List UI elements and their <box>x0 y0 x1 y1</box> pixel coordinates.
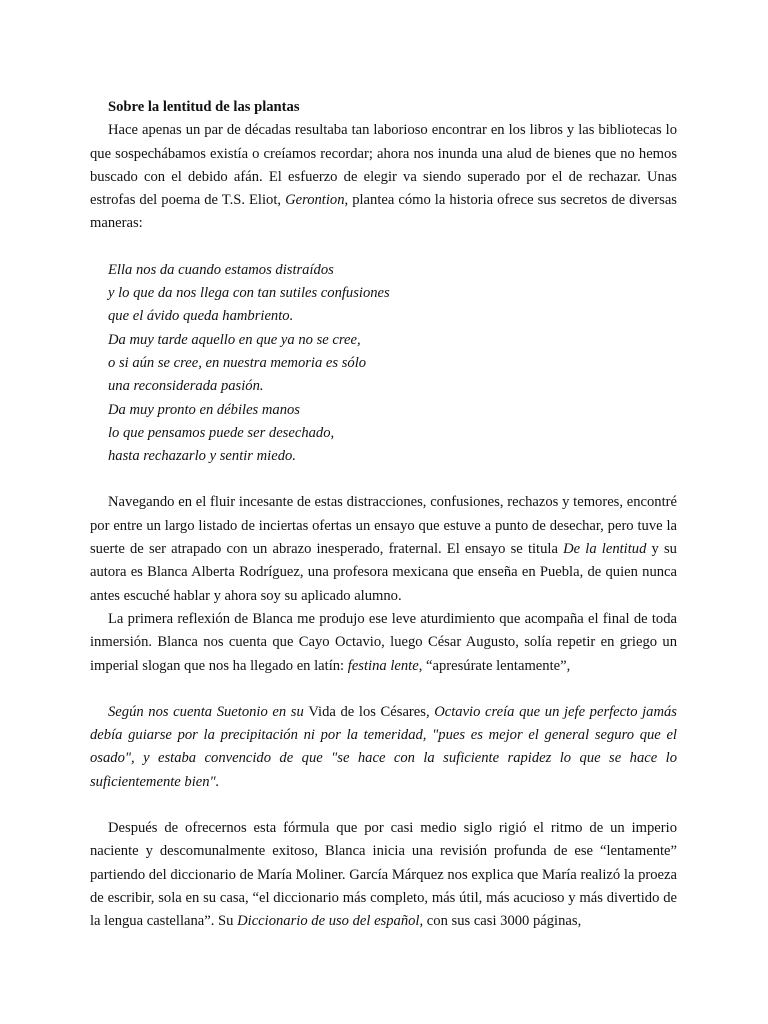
paragraph-1-end: , plantea cómo la historia ofrece sus secretos de diversas maneras: <box>90 192 677 232</box>
paragraph-4-text: Después de ofrecernos esta fórmula que por casi medio siglo rigió el ritmo de un imperio naciente y descomunalmente exitoso, Blanca inicia una revisión profunda de ese “lentamente” partiendo del diccionario de María Moliner. García Márquez nos explica que María realizó la proeza de escribir, sola en su casa, “el diccionario más completo, más útil, más acucioso y más divertido de la lengua castellana”. Su <box>90 820 677 930</box>
document-title: Sobre la lentitud de las plantas <box>108 99 300 115</box>
paragraph-2-text: Navegando en el fluir incesante de estas distracciones, confusiones, rechazos y temores, encontré por entre un largo listado de inciertas ofertas un ensayo que estuve a punto de desechar, pero tuve la suerte de ser atrapado con un abrazo inesperado, fraternal. El ensayo se titula <box>90 494 677 558</box>
poem-line: y lo que da nos llega con tan sutiles confusiones <box>108 285 390 302</box>
paragraph-2-end: y su autora es Blanca Alberta Rodríguez, una profesora mexicana que enseña en Puebla, de quien nunca antes escuché hablar y ahora soy su aplicado alumno. <box>90 541 677 604</box>
paragraph-4-end: con sus casi 3000 páginas, <box>423 913 582 930</box>
paragraph-1 <box>90 119 677 235</box>
paragraph-2 <box>90 491 677 607</box>
paragraph-3-text: La primera reflexión de Blanca me produjo ese leve aturdimiento que acompaña el final de toda inmersión. Blanca nos cuenta que Cayo Octavio, luego César Augusto, solía repetir en griego un imperial slogan que nos ha llegado en latín: <box>90 610 677 674</box>
work-title-de-la-lentitud: De la lentitud <box>563 541 647 558</box>
work-title-gerontion: Gerontion <box>285 192 345 209</box>
paragraph-3-end: , “apresúrate lentamente”, <box>418 657 571 674</box>
poem-line: Da muy pronto en débiles manos <box>108 401 300 418</box>
paragraph-1-text: Hace apenas un par de décadas resultaba tan laborioso encontrar en los libros y las bibliotecas lo que sospechábamos existía o creíamos recordar; ahora nos inunda una alud de bienes que no hemos buscado con el debido afán. El esfuerzo de elegir va siendo superado por el de rechazar. Unas estrofas del poema de T.S. Eliot, <box>90 122 677 209</box>
paragraph-3 <box>90 608 677 678</box>
poem-line: hasta rechazarlo y sentir miedo. <box>108 448 296 465</box>
latin-phrase: festina lente <box>347 657 419 674</box>
poem-line: Da muy tarde aquello en que ya no se cree, <box>108 331 361 348</box>
poem-quote <box>108 259 677 469</box>
suetonio-quote <box>90 701 677 794</box>
poem-line: que el ávido queda hambriento. <box>108 308 294 325</box>
poem-line: o si aún se cree, en nuestra memoria es sólo <box>108 354 367 371</box>
work-title-diccionario: Diccionario de uso del español, <box>237 913 424 930</box>
poem-line: lo que pensamos puede ser desechado, <box>108 424 335 441</box>
quote-text-end: , Octavio creía que un jefe perfecto jamás debía guiarse por la precipitación ni por la temeridad, "pues es mejor el general seguro que el osado", y estaba convencido de que "se hace con la suficiente rapidez lo que se hace lo suficientemente bien". <box>90 703 677 790</box>
poem-line: una reconsiderada pasión. <box>108 378 264 395</box>
quote-text-start: Según nos cuenta Suetonio en su <box>108 703 309 720</box>
poem-line: Ella nos da cuando estamos distraídos <box>108 261 334 278</box>
book-title-vida-de-los-cesares: Vida de los Césares <box>308 703 426 720</box>
paragraph-4 <box>90 817 677 933</box>
document-page <box>90 96 677 934</box>
